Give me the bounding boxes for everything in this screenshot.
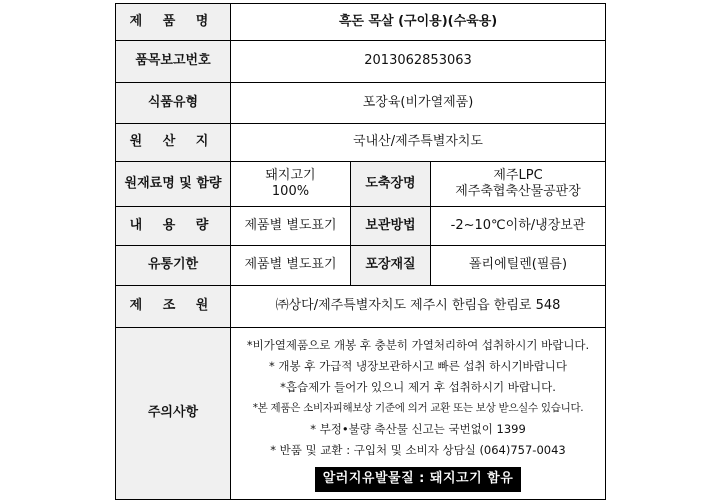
slaughter-line-2: 제주축협축산물공판장	[455, 184, 581, 199]
slaughter-label: 도축장명	[351, 162, 431, 207]
row-product-name	[116, 4, 606, 41]
caution-note-4: *본 제품은 소비자피해보상 기준에 의거 교환 또는 보상 받으실수 있습니다.	[252, 402, 584, 415]
expiry-label: 유통기한	[116, 246, 231, 286]
row-manufacturer	[116, 286, 606, 328]
ingredients-label: 원재료명 및 함량	[116, 162, 231, 207]
manufacturer-value: ㈜상다/제주특별자치도 제주시 한림읍 한림로 548	[231, 286, 606, 328]
product-label-table	[115, 3, 606, 500]
packaging-value: 폴리에틸렌(필름)	[431, 246, 606, 286]
caution-note-6: * 반품 및 교환 : 구입처 및 소비자 상담실 (064)757-0043	[270, 443, 566, 458]
packaging-label: 포장재질	[351, 246, 431, 286]
row-food-type	[116, 83, 606, 124]
product-name-value: 흑돈 목살 (구이용)(수육용)	[231, 4, 606, 41]
ingredient-percent: 100%	[271, 184, 310, 199]
storage-label: 보관방법	[351, 207, 431, 246]
slaughter-value	[431, 162, 606, 207]
ingredient-name: 돼지고기	[265, 167, 316, 183]
report-no-value: 2013062853063	[231, 41, 606, 83]
caution-note-2: * 개봉 후 가급적 냉장보관하시고 빠른 섭취 하시기바랍니다	[269, 359, 567, 374]
origin-label: 원 산 지	[116, 124, 231, 162]
row-caution	[116, 328, 606, 500]
caution-note-1: *비가열제품으로 개봉 후 충분히 가열처리하여 섭취하시기 바랍니다.	[246, 338, 590, 353]
report-no-label: 품목보고번호	[116, 41, 231, 83]
row-ingredients	[116, 162, 606, 207]
food-type-value: 포장육(비가열제품)	[231, 83, 606, 124]
expiry-value: 제품별 별도표기	[231, 246, 351, 286]
ingredients-value	[231, 162, 351, 207]
row-report-no	[116, 41, 606, 83]
origin-value: 국내산/제주특별자치도	[231, 124, 606, 162]
row-content	[116, 207, 606, 246]
storage-value: -2~10℃이하/냉장보관	[431, 207, 606, 246]
row-expiry	[116, 246, 606, 286]
allergy-badge: 알러지유발물질 : 돼지고기 함유	[315, 467, 522, 491]
manufacturer-label: 제 조 원	[116, 286, 231, 328]
content-value: 제품별 별도표기	[231, 207, 351, 246]
row-origin	[116, 124, 606, 162]
caution-note-3: *흡습제가 들어가 있으니 제거 후 섭취하시기 바랍니다.	[280, 380, 556, 395]
caution-label: 주의사항	[116, 328, 231, 500]
content-label: 내 용 량	[116, 207, 231, 246]
food-type-label: 식품유형	[116, 83, 231, 124]
caution-notes	[231, 328, 606, 500]
slaughter-line-1: 제주LPC	[493, 167, 543, 183]
caution-note-5: * 부정•불량 축산물 신고는 국번없이 1399	[310, 422, 526, 437]
product-name-label: 제 품 명	[116, 4, 231, 41]
